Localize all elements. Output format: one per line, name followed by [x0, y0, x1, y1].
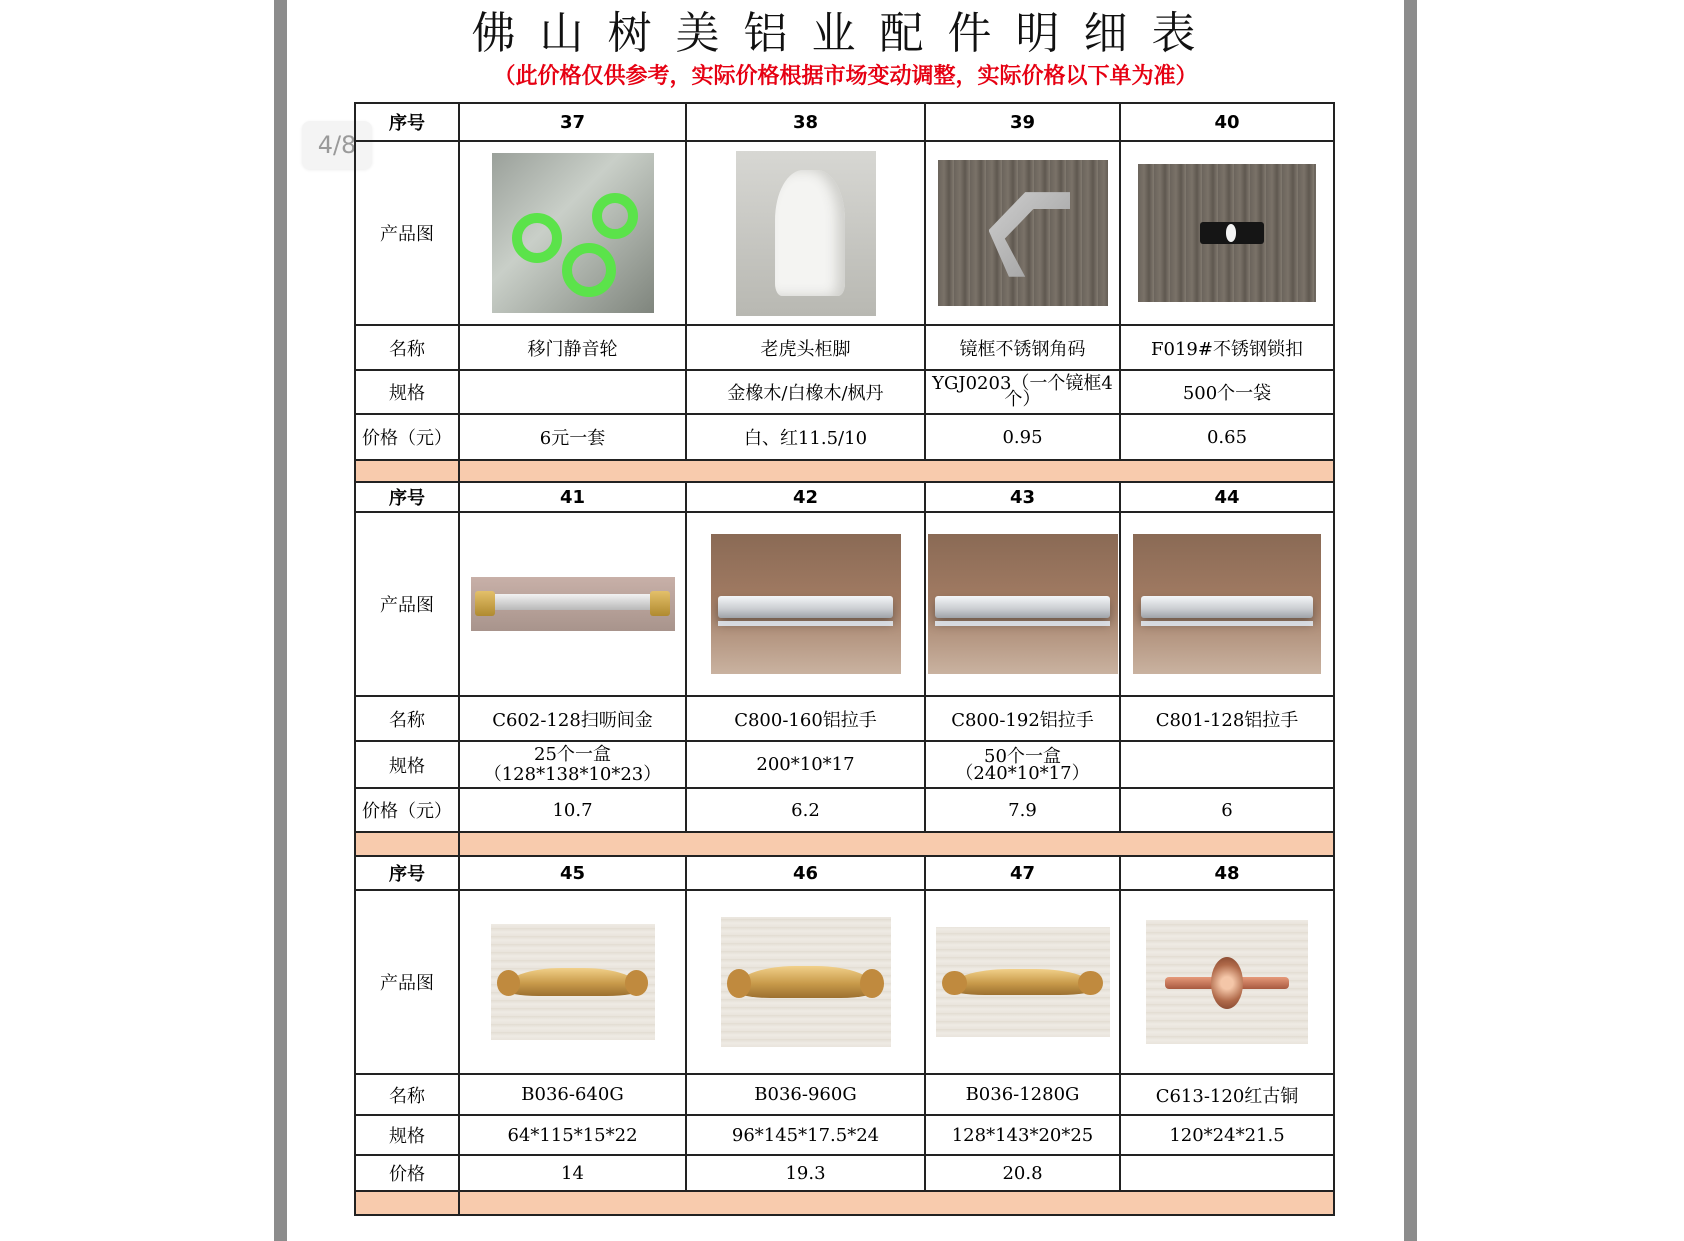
- item-index: 41: [459, 482, 686, 512]
- row-label-spec: 规格: [355, 370, 459, 414]
- row-label-price: 价格（元）: [355, 414, 459, 460]
- product-image-cell: [1120, 512, 1334, 696]
- item-index: 47: [925, 856, 1120, 890]
- item-index: 48: [1120, 856, 1334, 890]
- group-separator: [355, 1191, 1334, 1215]
- gold-arched-handle-photo: [936, 927, 1110, 1037]
- group-separator: [355, 832, 1334, 856]
- stainless-lock-buckle-photo: [1138, 164, 1316, 302]
- product-image-cell: [686, 141, 925, 325]
- index-row: [355, 856, 1334, 890]
- price-row: [355, 788, 1334, 832]
- product-image-cell: [925, 890, 1120, 1074]
- product-spec: 200*10*17: [686, 741, 925, 788]
- product-spec: 96*145*17.5*24: [686, 1115, 925, 1155]
- product-price: 7.9: [925, 788, 1120, 832]
- product-spec-line: （240*10*17）: [955, 762, 1090, 784]
- sliding-door-wheel-photo: [492, 153, 654, 313]
- product-price: 14: [459, 1155, 686, 1191]
- product-price: 6元一套: [459, 414, 686, 460]
- product-price: 10.7: [459, 788, 686, 832]
- product-name: F019#不锈钢锁扣: [1120, 325, 1334, 370]
- product-spec: [1120, 741, 1334, 788]
- product-spec: 64*115*15*22: [459, 1115, 686, 1155]
- row-label-index: 序号: [355, 103, 459, 141]
- gold-arched-handle-photo: [721, 917, 891, 1047]
- page-title: 佛山树美铝业配件明细表: [471, 8, 1220, 59]
- gold-arched-handle-photo: [491, 924, 655, 1040]
- item-index: 38: [686, 103, 925, 141]
- product-name: C602-128扫呖间金: [459, 696, 686, 741]
- product-spec-line: （128*138*10*23）: [483, 763, 662, 785]
- product-name: C613-120红古铜: [1120, 1074, 1334, 1115]
- aluminum-handle-photo: [928, 534, 1118, 674]
- product-image-cell: [925, 141, 1120, 325]
- row-label-index: 序号: [355, 482, 459, 512]
- aluminum-handle-photo: [1133, 534, 1321, 674]
- row-label-spec: 规格: [355, 1115, 459, 1155]
- product-name: B036-1280G: [925, 1074, 1120, 1115]
- product-name: B036-640G: [459, 1074, 686, 1115]
- item-index: 46: [686, 856, 925, 890]
- red-antique-copper-knob-photo: [1146, 920, 1308, 1044]
- item-index: 37: [459, 103, 686, 141]
- product-price: 6.2: [686, 788, 925, 832]
- product-image-cell: [459, 141, 686, 325]
- image-row: [355, 141, 1334, 325]
- row-label-name: 名称: [355, 325, 459, 370]
- row-label-image: 产品图: [355, 141, 459, 325]
- product-name: 移门静音轮: [459, 325, 686, 370]
- item-index: 40: [1120, 103, 1334, 141]
- product-name: C800-160铝拉手: [686, 696, 925, 741]
- price-disclaimer: （此价格仅供参考，实际价格根据市场变动调整，实际价格以下单为准）: [493, 64, 1198, 89]
- product-image-cell: [1120, 141, 1334, 325]
- item-index: 45: [459, 856, 686, 890]
- index-row: [355, 482, 1334, 512]
- row-label-price: 价格: [355, 1155, 459, 1191]
- product-price: 6: [1120, 788, 1334, 832]
- spec-row: [355, 370, 1334, 414]
- product-price: 20.8: [925, 1155, 1120, 1191]
- product-price: 0.65: [1120, 414, 1334, 460]
- product-name: C800-192铝拉手: [925, 696, 1120, 741]
- product-image-cell: [459, 890, 686, 1074]
- viewer-frame-left: [274, 0, 287, 1241]
- product-name: 镜框不锈钢角码: [925, 325, 1120, 370]
- product-spec: 120*24*21.5: [1120, 1115, 1334, 1155]
- product-price: [1120, 1155, 1334, 1191]
- row-label-name: 名称: [355, 696, 459, 741]
- product-table: [354, 102, 1335, 1216]
- aluminum-handle-gold-photo: [471, 577, 675, 631]
- product-spec-line: 50个一盒: [984, 745, 1061, 767]
- row-label-name: 名称: [355, 1074, 459, 1115]
- product-price: 19.3: [686, 1155, 925, 1191]
- product-spec: [925, 741, 1120, 788]
- mirror-frame-corner-bracket-photo: [938, 160, 1108, 306]
- viewer-frame-right: [1404, 0, 1417, 1241]
- name-row: [355, 325, 1334, 370]
- product-spec: YGJ0203（一个镜框4个）: [925, 370, 1120, 414]
- group-separator: [355, 460, 1334, 482]
- product-spec: [459, 370, 686, 414]
- product-image-cell: [686, 512, 925, 696]
- product-image-cell: [686, 890, 925, 1074]
- product-spec-line: 25个一盒: [534, 743, 611, 765]
- product-spec: 500个一袋: [1120, 370, 1334, 414]
- spec-row: [355, 1115, 1334, 1155]
- name-row: [355, 1074, 1334, 1115]
- product-spec: 128*143*20*25: [925, 1115, 1120, 1155]
- product-name: C801-128铝拉手: [1120, 696, 1334, 741]
- tiger-head-cabinet-foot-photo: [736, 151, 876, 316]
- item-index: 39: [925, 103, 1120, 141]
- row-label-price: 价格（元）: [355, 788, 459, 832]
- index-row: [355, 103, 1334, 141]
- price-row: [355, 1155, 1334, 1191]
- row-label-image: 产品图: [355, 890, 459, 1074]
- row-label-image: 产品图: [355, 512, 459, 696]
- aluminum-handle-photo: [711, 534, 901, 674]
- price-row: [355, 414, 1334, 460]
- product-name: 老虎头柜脚: [686, 325, 925, 370]
- row-label-index: 序号: [355, 856, 459, 890]
- image-row: [355, 890, 1334, 1074]
- item-index: 42: [686, 482, 925, 512]
- product-spec: [459, 741, 686, 788]
- image-row: [355, 512, 1334, 696]
- item-index: 44: [1120, 482, 1334, 512]
- product-image-cell: [459, 512, 686, 696]
- item-index: 43: [925, 482, 1120, 512]
- product-spec: 金橡木/白橡木/枫丹: [686, 370, 925, 414]
- name-row: [355, 696, 1334, 741]
- product-image-cell: [1120, 890, 1334, 1074]
- product-price: 0.95: [925, 414, 1120, 460]
- product-image-cell: [925, 512, 1120, 696]
- row-label-spec: 规格: [355, 741, 459, 788]
- spec-row: [355, 741, 1334, 788]
- product-name: B036-960G: [686, 1074, 925, 1115]
- page-indicator: 4/8: [302, 121, 372, 169]
- product-price: 白、红11.5/10: [686, 414, 925, 460]
